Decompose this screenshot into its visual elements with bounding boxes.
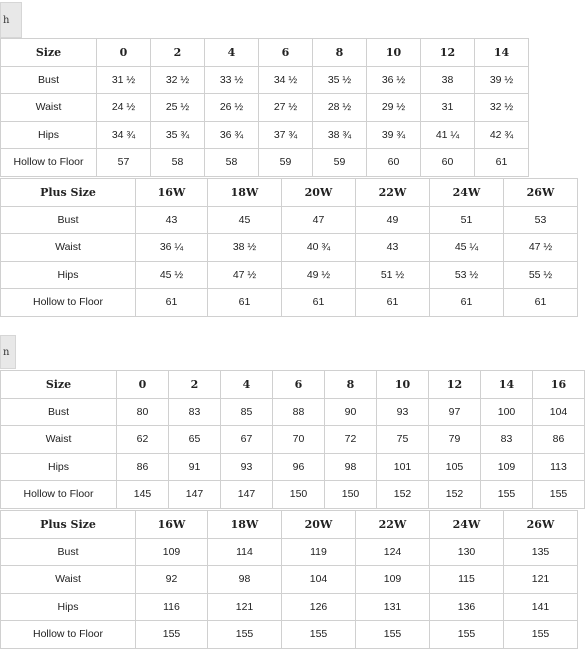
measurement-cell: 37 ¾ <box>259 121 313 149</box>
table-row <box>1 206 578 234</box>
measurement-cell: 101 <box>377 453 429 481</box>
measurement-cell: 49 <box>356 206 430 234</box>
size-header-cell: 22W <box>356 511 430 539</box>
row-label: Waist <box>1 426 117 454</box>
measurement-cell: 45 <box>208 206 282 234</box>
measurement-cell: 113 <box>533 453 585 481</box>
table-row <box>1 289 578 317</box>
measurement-cell: 130 <box>430 538 504 566</box>
table-row <box>1 121 529 149</box>
measurement-cell: 43 <box>136 206 208 234</box>
measurement-cell: 109 <box>356 566 430 594</box>
measurement-cell: 47 <box>282 206 356 234</box>
measurement-cell: 155 <box>504 621 578 649</box>
table-row <box>1 426 585 454</box>
measurement-cell: 141 <box>504 593 578 621</box>
tab-inch[interactable] <box>0 2 22 38</box>
measurement-cell: 116 <box>136 593 208 621</box>
measurement-cell: 61 <box>430 289 504 317</box>
measurement-cell: 86 <box>117 453 169 481</box>
measurement-cell: 35 ¾ <box>151 121 205 149</box>
measurement-cell: 59 <box>259 149 313 177</box>
size-header-cell: 6 <box>259 39 313 67</box>
row-label: Waist <box>1 566 136 594</box>
measurement-cell: 155 <box>282 621 356 649</box>
measurement-cell: 136 <box>430 593 504 621</box>
measurement-cell: 145 <box>117 481 169 509</box>
table-row <box>1 149 529 177</box>
tab-inch-label: h <box>3 14 10 26</box>
size-header-cell: 4 <box>221 371 273 399</box>
measurement-cell: 45 ¼ <box>430 234 504 262</box>
size-header-cell: 16W <box>136 179 208 207</box>
measurement-cell: 155 <box>481 481 533 509</box>
measurement-cell: 70 <box>273 426 325 454</box>
measurement-cell: 61 <box>282 289 356 317</box>
size-header-cell: 26W <box>504 511 578 539</box>
measurement-cell: 91 <box>169 453 221 481</box>
table-row <box>1 593 578 621</box>
measurement-cell: 32 ½ <box>475 94 529 122</box>
measurement-cell: 34 ¾ <box>97 121 151 149</box>
size-header-cell: 18W <box>208 179 282 207</box>
tab-cm[interactable] <box>0 335 16 369</box>
plus-size-table-cm <box>0 510 578 649</box>
measurement-cell: 60 <box>421 149 475 177</box>
measurement-cell: 61 <box>475 149 529 177</box>
measurement-cell: 25 ½ <box>151 94 205 122</box>
row-label: Hips <box>1 121 97 149</box>
measurement-cell: 32 ½ <box>151 66 205 94</box>
measurement-cell: 47 ½ <box>208 261 282 289</box>
measurement-cell: 92 <box>136 566 208 594</box>
size-header-cell: 22W <box>356 179 430 207</box>
header-row <box>1 179 578 207</box>
measurement-cell: 124 <box>356 538 430 566</box>
measurement-cell: 155 <box>136 621 208 649</box>
measurement-cell: 98 <box>325 453 377 481</box>
measurement-cell: 152 <box>429 481 481 509</box>
measurement-cell: 36 ¼ <box>136 234 208 262</box>
size-header-cell: 8 <box>325 371 377 399</box>
table-row <box>1 453 585 481</box>
row-label: Hollow to Floor <box>1 481 117 509</box>
measurement-cell: 31 ½ <box>97 66 151 94</box>
tab-cm-label: n <box>3 346 10 358</box>
measurement-cell: 61 <box>356 289 430 317</box>
size-header-cell: 14 <box>481 371 533 399</box>
measurement-cell: 28 ½ <box>313 94 367 122</box>
measurement-cell: 72 <box>325 426 377 454</box>
size-header-cell: 10 <box>377 371 429 399</box>
measurement-cell: 31 <box>421 94 475 122</box>
header-label: Plus Size <box>1 179 136 207</box>
measurement-cell: 96 <box>273 453 325 481</box>
row-label: Bust <box>1 206 136 234</box>
measurement-cell: 155 <box>208 621 282 649</box>
measurement-cell: 150 <box>273 481 325 509</box>
measurement-cell: 155 <box>356 621 430 649</box>
table-row <box>1 398 585 426</box>
size-header-cell: 20W <box>282 511 356 539</box>
row-label: Hips <box>1 261 136 289</box>
header-label: Plus Size <box>1 511 136 539</box>
table-row <box>1 481 585 509</box>
measurement-cell: 93 <box>221 453 273 481</box>
size-header-cell: 0 <box>117 371 169 399</box>
measurement-cell: 104 <box>282 566 356 594</box>
row-label: Hollow to Floor <box>1 289 136 317</box>
measurement-cell: 93 <box>377 398 429 426</box>
size-header-cell: 12 <box>429 371 481 399</box>
row-label: Waist <box>1 94 97 122</box>
measurement-cell: 80 <box>117 398 169 426</box>
size-header-cell: 24W <box>430 179 504 207</box>
size-header-cell: 8 <box>313 39 367 67</box>
table-row <box>1 566 578 594</box>
header-row <box>1 371 585 399</box>
standard-size-table-cm <box>0 370 585 509</box>
measurement-cell: 155 <box>430 621 504 649</box>
measurement-cell: 131 <box>356 593 430 621</box>
measurement-cell: 109 <box>136 538 208 566</box>
measurement-cell: 33 ½ <box>205 66 259 94</box>
measurement-cell: 36 ½ <box>367 66 421 94</box>
measurement-cell: 83 <box>169 398 221 426</box>
measurement-cell: 29 ½ <box>367 94 421 122</box>
measurement-cell: 49 ½ <box>282 261 356 289</box>
measurement-cell: 27 ½ <box>259 94 313 122</box>
measurement-cell: 109 <box>481 453 533 481</box>
measurement-cell: 100 <box>481 398 533 426</box>
row-label: Hollow to Floor <box>1 149 97 177</box>
size-header-cell: 20W <box>282 179 356 207</box>
measurement-cell: 43 <box>356 234 430 262</box>
size-header-cell: 18W <box>208 511 282 539</box>
measurement-cell: 147 <box>221 481 273 509</box>
header-row <box>1 39 529 67</box>
standard-size-table-inch <box>0 38 529 177</box>
size-header-cell: 2 <box>151 39 205 67</box>
table-row <box>1 66 529 94</box>
table-row <box>1 94 529 122</box>
size-header-cell: 24W <box>430 511 504 539</box>
measurement-cell: 58 <box>205 149 259 177</box>
measurement-cell: 75 <box>377 426 429 454</box>
measurement-cell: 115 <box>430 566 504 594</box>
measurement-cell: 40 ¾ <box>282 234 356 262</box>
measurement-cell: 51 <box>430 206 504 234</box>
size-header-cell: 14 <box>475 39 529 67</box>
size-header-cell: 16 <box>533 371 585 399</box>
header-row <box>1 511 578 539</box>
measurement-cell: 61 <box>208 289 282 317</box>
size-header-cell: 26W <box>504 179 578 207</box>
header-label: Size <box>1 371 117 399</box>
measurement-cell: 65 <box>169 426 221 454</box>
measurement-cell: 61 <box>504 289 578 317</box>
measurement-cell: 79 <box>429 426 481 454</box>
measurement-cell: 119 <box>282 538 356 566</box>
measurement-cell: 53 ½ <box>430 261 504 289</box>
measurement-cell: 67 <box>221 426 273 454</box>
measurement-cell: 121 <box>504 566 578 594</box>
measurement-cell: 51 ½ <box>356 261 430 289</box>
size-header-cell: 4 <box>205 39 259 67</box>
measurement-cell: 150 <box>325 481 377 509</box>
measurement-cell: 55 ½ <box>504 261 578 289</box>
measurement-cell: 90 <box>325 398 377 426</box>
table-row <box>1 621 578 649</box>
measurement-cell: 135 <box>504 538 578 566</box>
size-header-cell: 2 <box>169 371 221 399</box>
measurement-cell: 126 <box>282 593 356 621</box>
size-header-cell: 6 <box>273 371 325 399</box>
measurement-cell: 155 <box>533 481 585 509</box>
measurement-cell: 98 <box>208 566 282 594</box>
size-header-cell: 12 <box>421 39 475 67</box>
table-row <box>1 261 578 289</box>
row-label: Hips <box>1 453 117 481</box>
measurement-cell: 53 <box>504 206 578 234</box>
measurement-cell: 85 <box>221 398 273 426</box>
measurement-cell: 36 ¾ <box>205 121 259 149</box>
table-row <box>1 234 578 262</box>
measurement-cell: 105 <box>429 453 481 481</box>
measurement-cell: 152 <box>377 481 429 509</box>
measurement-cell: 35 ½ <box>313 66 367 94</box>
measurement-cell: 59 <box>313 149 367 177</box>
measurement-cell: 121 <box>208 593 282 621</box>
measurement-cell: 41 ¼ <box>421 121 475 149</box>
measurement-cell: 38 ¾ <box>313 121 367 149</box>
size-header-cell: 10 <box>367 39 421 67</box>
measurement-cell: 62 <box>117 426 169 454</box>
row-label: Hips <box>1 593 136 621</box>
measurement-cell: 97 <box>429 398 481 426</box>
header-label: Size <box>1 39 97 67</box>
measurement-cell: 86 <box>533 426 585 454</box>
measurement-cell: 39 ½ <box>475 66 529 94</box>
size-header-cell: 0 <box>97 39 151 67</box>
measurement-cell: 57 <box>97 149 151 177</box>
measurement-cell: 61 <box>136 289 208 317</box>
measurement-cell: 38 ½ <box>208 234 282 262</box>
measurement-cell: 83 <box>481 426 533 454</box>
measurement-cell: 58 <box>151 149 205 177</box>
table-row <box>1 538 578 566</box>
measurement-cell: 39 ¾ <box>367 121 421 149</box>
measurement-cell: 26 ½ <box>205 94 259 122</box>
measurement-cell: 38 <box>421 66 475 94</box>
measurement-cell: 24 ½ <box>97 94 151 122</box>
measurement-cell: 60 <box>367 149 421 177</box>
measurement-cell: 34 ½ <box>259 66 313 94</box>
measurement-cell: 47 ½ <box>504 234 578 262</box>
measurement-cell: 114 <box>208 538 282 566</box>
measurement-cell: 45 ½ <box>136 261 208 289</box>
row-label: Bust <box>1 66 97 94</box>
plus-size-table-inch <box>0 178 578 317</box>
row-label: Waist <box>1 234 136 262</box>
measurement-cell: 88 <box>273 398 325 426</box>
measurement-cell: 42 ¾ <box>475 121 529 149</box>
measurement-cell: 147 <box>169 481 221 509</box>
size-header-cell: 16W <box>136 511 208 539</box>
row-label: Bust <box>1 398 117 426</box>
row-label: Hollow to Floor <box>1 621 136 649</box>
row-label: Bust <box>1 538 136 566</box>
measurement-cell: 104 <box>533 398 585 426</box>
